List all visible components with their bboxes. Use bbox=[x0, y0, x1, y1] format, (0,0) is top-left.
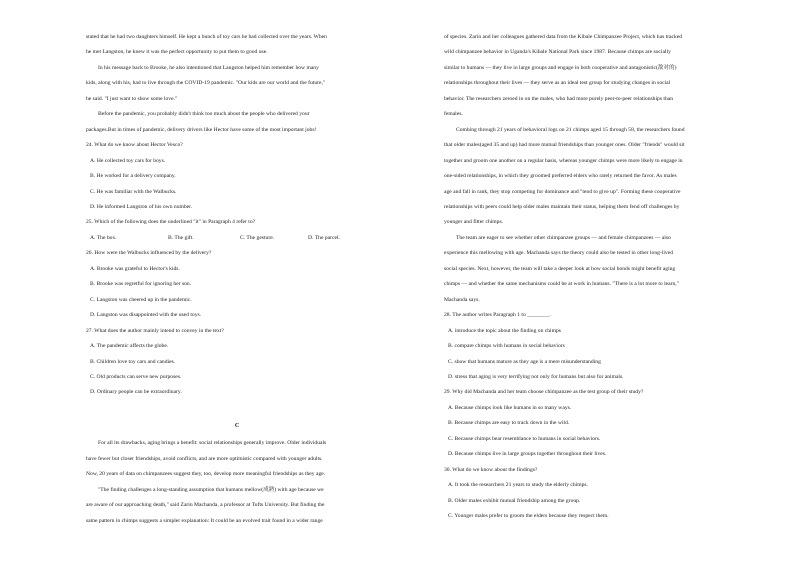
passage-line: have fewer but closer friendships, avoid conflicts, and are more optimistic compared with younger adults. bbox=[86, 455, 323, 462]
passage-line: chimps — and whether the same mechanisms could be at work in humans. "There is a lot more to learn," bbox=[444, 281, 679, 288]
question-25-option-d: D. The parcel. bbox=[308, 234, 340, 241]
passage-line: similar to humans — they live in large groups and engage in both cooperative and antagonistic(敌对的) bbox=[444, 64, 677, 71]
question-24-option-c: C. He was familiar with the Walbucks. bbox=[90, 188, 177, 195]
right-column bbox=[444, 30, 746, 525]
question-27-stem: 27. What does the author mainly intend to convey in the text? bbox=[86, 327, 224, 334]
passage-line: one-sided relationships, in which they groomed preferred elders who rarely returned the favor. As males bbox=[444, 173, 677, 180]
question-25-option-c: C. The gesture. bbox=[240, 234, 275, 241]
passage-line: relationships throughout their lives — they serve as an ideal test group for studying changes in social bbox=[444, 80, 671, 87]
passage-line: For all its drawbacks, aging brings a benefit: social relationships generally improve. Older individuals bbox=[98, 440, 327, 447]
passage-line: social species. Next, however, the team will take a deeper look at how social bonds might benefit aging bbox=[444, 265, 676, 272]
passage-line: "The finding challenges a long-standing assumption that humans mellow(成熟) with age because we bbox=[98, 486, 324, 493]
question-29-stem: 29. Why did Machanda and her team choose chimpanzee as the test group of their study? bbox=[444, 389, 644, 396]
passage-line: Combing through 21 years of behavioral logs on 21 chimps aged 15 through 58, the researchers found bbox=[456, 126, 685, 133]
question-27-option-d: D. Ordinary people can be extraordinary. bbox=[90, 389, 182, 396]
question-26-option-c: C. Langston was cheered up in the pandemic. bbox=[90, 296, 192, 303]
question-25-option-b: B. The gift. bbox=[168, 234, 194, 241]
passage-line: wild chimpanzee behavior in Uganda's Kibale National Park since 1987. Because chimps are socially bbox=[444, 49, 671, 56]
question-25-stem: 25. Which of the following does the underlined "it" in Paragraph 4 refer to? bbox=[86, 219, 256, 226]
question-28-option-c: C. show that humans mature as they age is a mere misunderstanding bbox=[448, 358, 601, 365]
passage-line: Now, 20 years of data on chimpanzees suggest they, too, develop more meaningful friendships as they age. bbox=[86, 471, 326, 478]
question-29-option-c: C. Because chimps bear resemblance to humans in social behaviors. bbox=[448, 435, 601, 442]
passage-line: packages.But in times of pandemic, delivery drivers like Hector have some of the most important jobs! bbox=[86, 126, 317, 133]
question-26-option-d: D. Langston was disappointed with the used toys. bbox=[90, 312, 202, 319]
question-24-option-b: B. He worked for a delivery company. bbox=[90, 173, 176, 180]
passage-line: together and groom one another on a regular basis, whereas younger chimps were more likely to engage in bbox=[444, 157, 683, 164]
passage-line: females. bbox=[444, 111, 463, 118]
passage-line: In his message back to Brooke, he also intentioned that Langston helped him remember how many bbox=[98, 64, 319, 71]
question-30-option-c: C. Younger males prefer to groom the elders because they respect them. bbox=[448, 513, 609, 520]
passage-line: are aware of our approaching death," said Zarin Machanda, a professor at Tufts University. But finding the bbox=[86, 502, 325, 509]
passage-line: he said. "I just want to show some love." bbox=[86, 95, 178, 102]
question-29-option-d: D. Because chimps live in large groups together throughout their lives. bbox=[448, 451, 607, 458]
question-28-option-d: D. stress that aging is very terrifying not only for humans but also for animals. bbox=[448, 373, 624, 380]
passage-line: The team are eager to see whether other chimpanzee groups — and female chimpanzees — also bbox=[456, 234, 671, 241]
question-26-option-a: A. Brooke was grateful to Hector's kids. bbox=[90, 265, 180, 272]
question-27-option-a: A. The pandemic affects the globe. bbox=[90, 343, 169, 350]
question-24-option-a: A. He collected toy cars for boys. bbox=[90, 157, 166, 164]
question-25-option-a: A. The box. bbox=[90, 234, 117, 241]
question-27-option-c: C. Old products can serve new purposes. bbox=[90, 373, 182, 380]
question-30-stem: 30. What do we know about the findings? bbox=[444, 466, 538, 473]
section-heading-c: C bbox=[234, 422, 240, 429]
passage-line: behavior. The researchers zeroed in on the males, who had more purely peer-to-peer relationships than bbox=[444, 95, 674, 102]
passage-line: experience this mellowing with age. Machanda says the theory could also be tested in other long-lived bbox=[444, 250, 673, 257]
question-25-options bbox=[86, 231, 388, 246]
passage-line: Before the pandemic, you probably didn't think too much about the people who delivered your bbox=[98, 111, 310, 118]
question-28-option-b: B. compare chimps with humans in social behaviors bbox=[448, 343, 565, 350]
passage-line: he met Langston, he knew it was the perfect opportunity to put them to good use. bbox=[86, 49, 268, 56]
passage-line: of species. Zarin and her colleagues gathered data from the Kibale Chimpanzee Project, which has tracked bbox=[444, 34, 683, 40]
passage-line: younger and fitter chimps. bbox=[444, 219, 504, 226]
question-26-stem: 26. How were the Walbucks influenced by the delivery? bbox=[86, 250, 212, 257]
question-30-option-b: B. Older males exhibit mutual friendship among the group. bbox=[448, 497, 581, 504]
question-28-stem: 28. The author writes Paragraph 1 to ________. bbox=[444, 312, 551, 319]
question-27-option-b: B. Children love toy cars and candies. bbox=[90, 358, 176, 365]
passage-line: same pattern in chimps suggests a simpler explanation: It could be an evolved trait found in a wider range bbox=[86, 517, 323, 524]
question-24-stem: 24. What do we know about Hector Vesco? bbox=[86, 142, 183, 149]
passage-line: that older males(aged 35 and up) had more mutual friendships than younger ones. Older "friends" would sit bbox=[444, 142, 685, 149]
question-28-option-a: A. introduce the topic about the finding on chimps bbox=[448, 327, 561, 334]
passage-line: stated that he had two daughters himself. He kept a bunch of toy cars he had collected over the years. When bbox=[86, 34, 327, 40]
passage-line: Machanda says. bbox=[444, 296, 480, 303]
passage-line: kids, along with his, had to live through the COVID-19 pandemic. "Our kids are our world and the future," bbox=[86, 80, 326, 87]
question-24-option-d: D. He informed Langston of his own number. bbox=[90, 203, 193, 210]
question-29-option-a: A. Because chimps look like humans in so many ways. bbox=[448, 404, 572, 411]
passage-line: relationships with peers could help older males maintain their status, helping them fend off challenges by bbox=[444, 203, 680, 210]
question-26-option-b: B. Brooke was regretful for ignoring her son. bbox=[90, 281, 192, 288]
passage-line: age and fall in rank, they stop competing for dominance and "tend to give up". Forming these cooperative bbox=[444, 188, 681, 195]
left-column bbox=[86, 30, 388, 529]
question-30-option-a: A. It took the researchers 21 years to study the elderly chimps. bbox=[448, 482, 588, 489]
question-29-option-b: B. Because chimps are easy to track down in the wild. bbox=[448, 420, 570, 427]
